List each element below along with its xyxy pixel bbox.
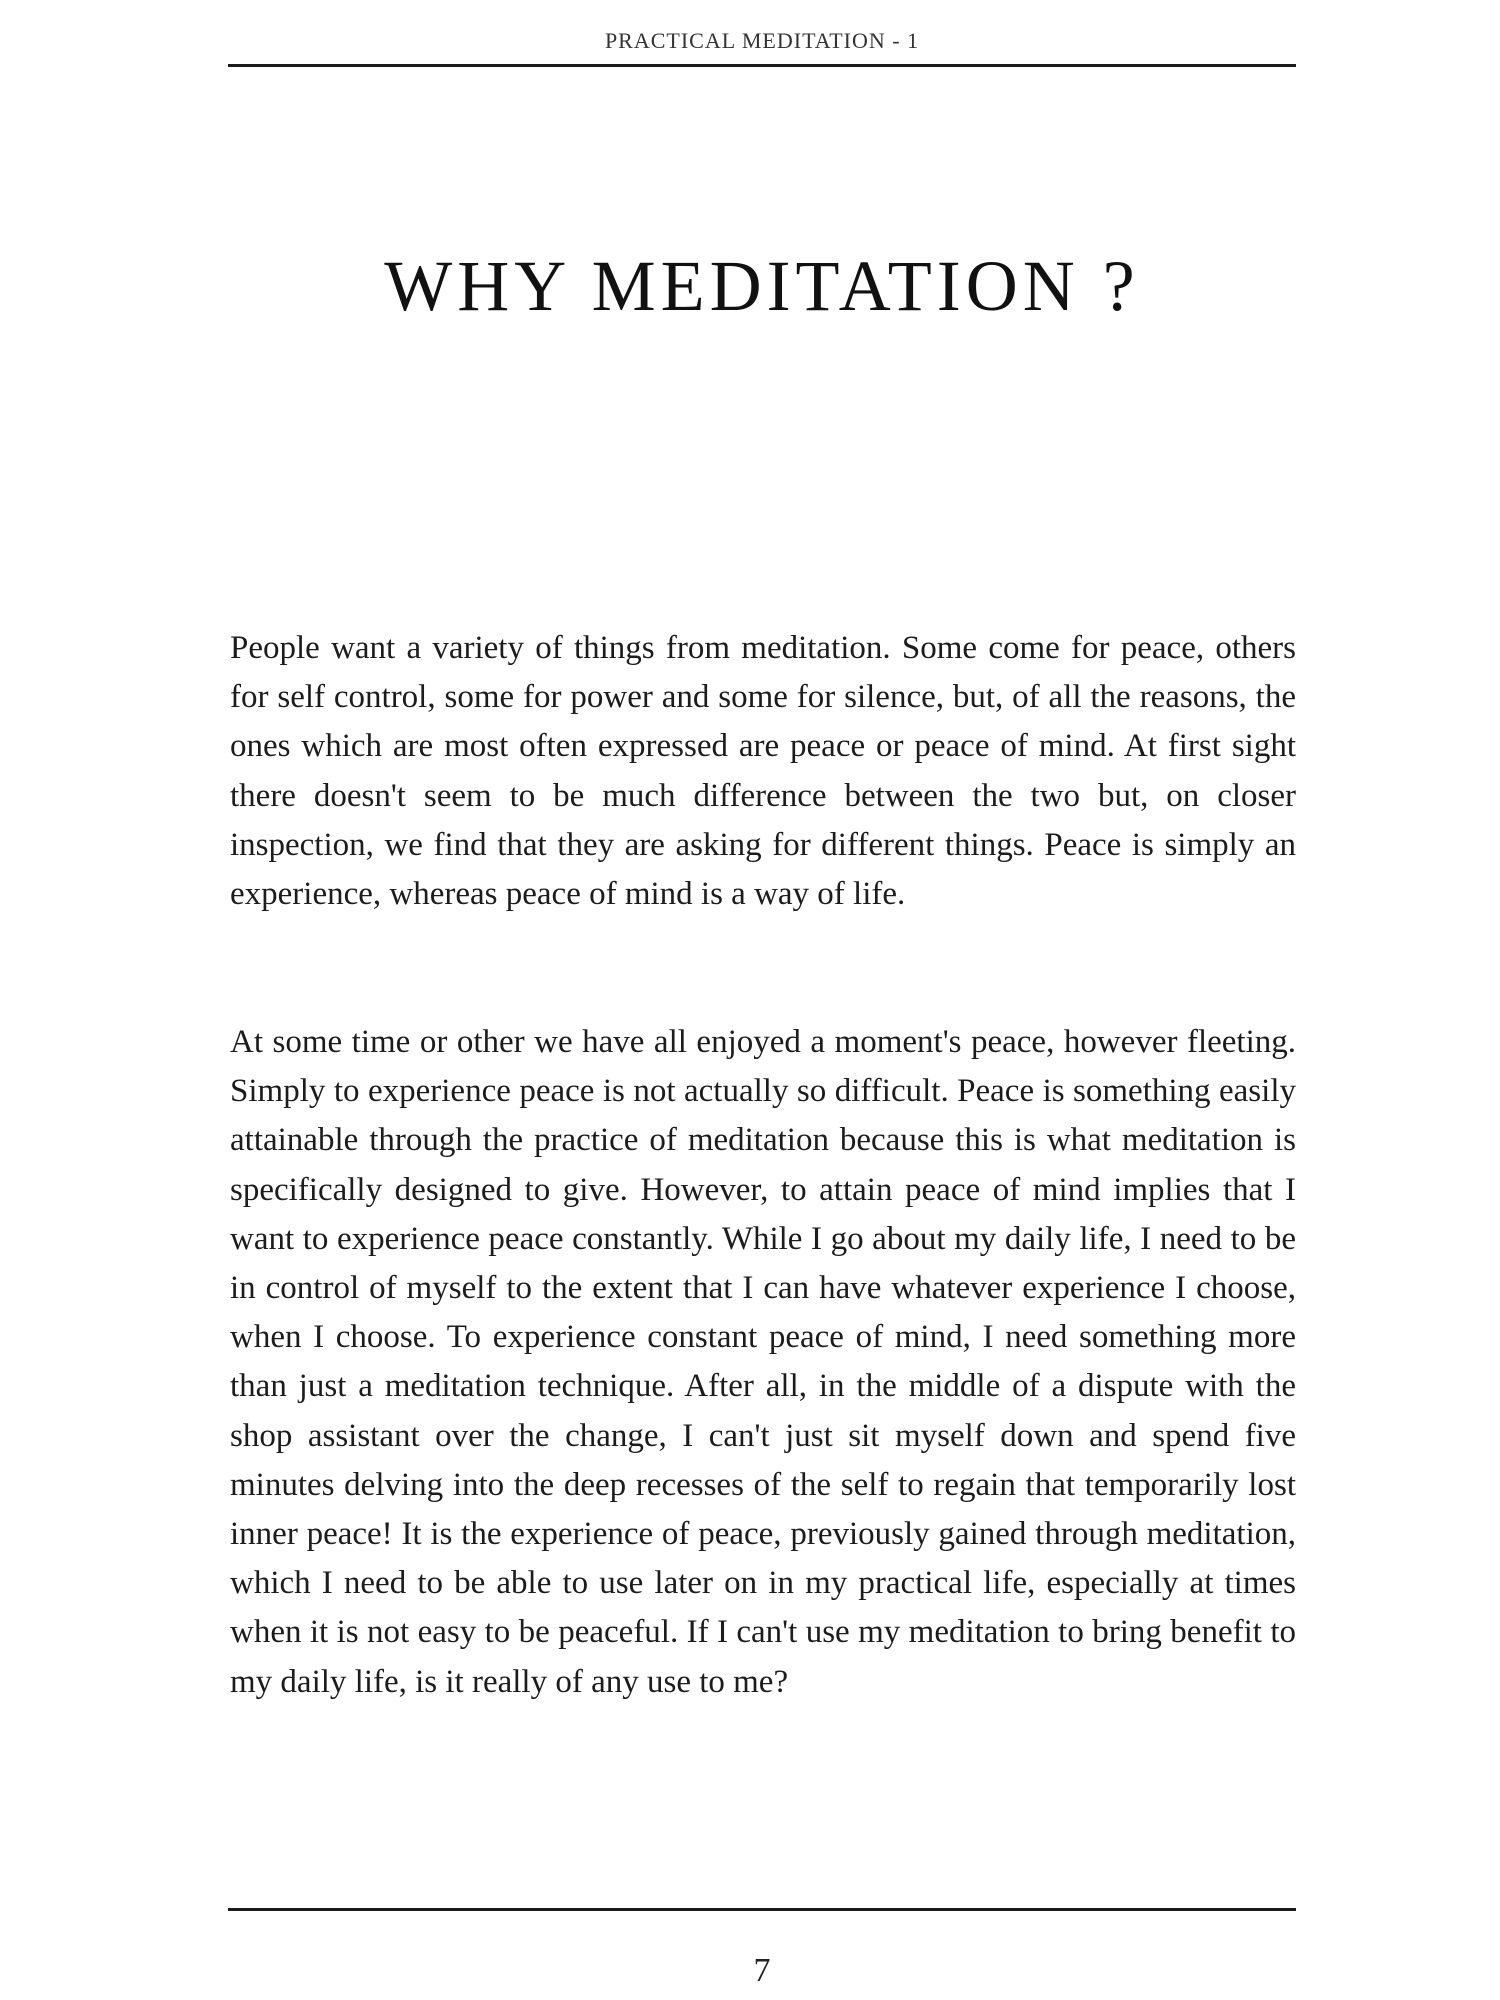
body-paragraph-1: People want a variety of things from meditation. Some come for peace, others for self control, some for power and some for silence, but, of all the reasons, the ones which are most often expressed are peace or peace of mind. At first sight there doesn't seem to be much difference between the two but, on closer inspection, we find that they are asking for different things. Peace is simply an experience, whereas peace of mind is a way of life. [230,630,1296,913]
page-number: 7 [753,1952,771,1989]
running-header: PRACTICAL MEDITATION - 1 [604,28,920,53]
chapter-title: WHY MEDITATION ? [384,246,1140,326]
body-paragraph-2: At some time or other we have all enjoyed a moment's peace, however fleeting. Simply to experience peace is not actually so difficult. Peace is something easily attainable through the practice of meditation because this is what meditation is specifically designed to give. However, to attain peace of mind implies that I want to experience peace constantly. While I go about my daily life, I need to be in control of myself to the extent that I can have whatever experience I choose, when I choose. To experience constant peace of mind, I need something more than just a meditation technique. After all, in the middle of a dispute with the shop assistant over the change, I can't just sit myself down and spend five minutes delving into the deep recesses of the self to regain that temporarily lost inner peace! It is the experience of peace, previously gained through meditation, which I need to be able to use later on in my practical life, especially at times when it is not easy to be peaceful. If I can't use my meditation to bring benefit to my daily life, is it really of any use to me? [230,1024,1296,1700]
header-rule [228,64,1296,67]
footer-rule [228,1908,1296,1911]
